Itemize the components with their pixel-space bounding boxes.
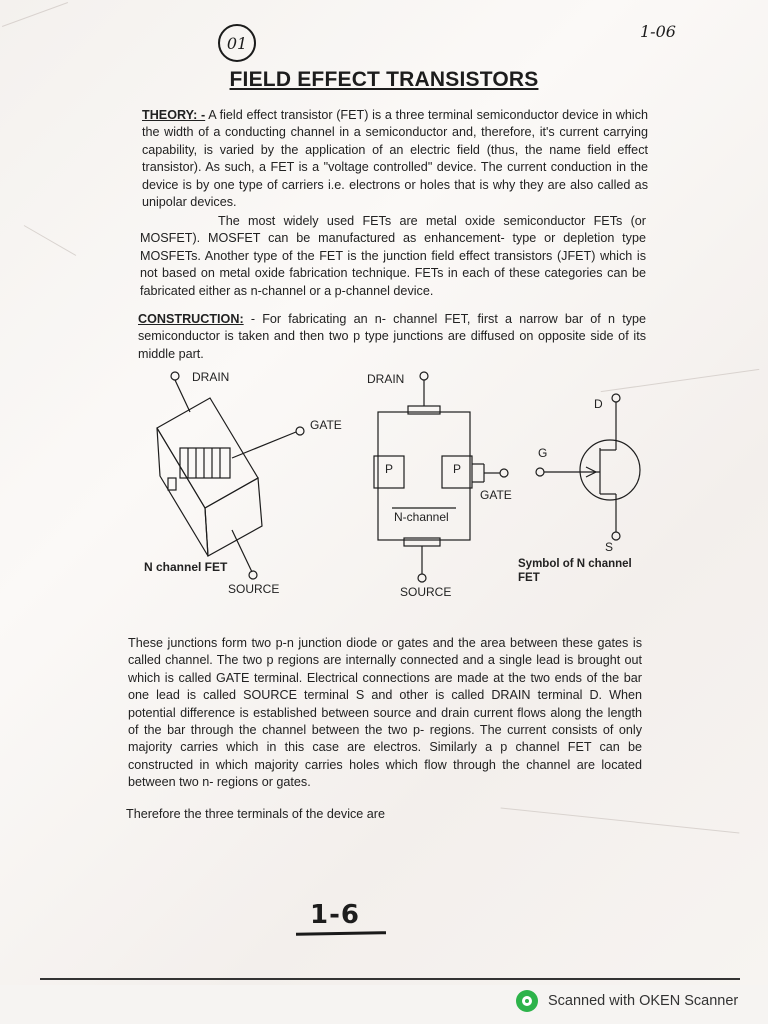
- theory-text-2: The most widely used FETs are metal oxide semiconductor FETs (or MOSFET). MOSFET can be manufactured as enhancement- type or depletion type MOSFETs. Another type of the FET is the junction field effect transistors (JFET) which is not based on metal oxide fabrication technique. FETs in each of these categories can be fabricated either as n-channel or a p-channel device.: [140, 214, 646, 298]
- fet-symbol-drawing: [536, 394, 640, 540]
- left-drain-label: DRAIN: [192, 370, 230, 384]
- theory-text: A field effect transistor (FET) is a three terminal semiconductor device in which the width of a conducting channel in a semiconductor and, therefore, it's current carrying capability, is varied by the application of an electric field (thus, the name field effect transistor). As such, a FET is a "voltage controlled" device. The current conduction in the device is by one type of carriers i.e. electrons or holes that is why they are also called as unipolar devices.: [142, 108, 649, 210]
- closing-line: Therefore the three terminals of the device are: [126, 807, 386, 821]
- mid-p-right-label: P: [453, 462, 462, 476]
- mid-channel-label: N-channel: [394, 510, 449, 524]
- left-gate-label: GATE: [310, 418, 342, 432]
- construction-text: - For fabricating an n- channel FET, first a narrow bar of n type semiconductor is taken and then two p type junctions are diffused on opposite side of its middle part.: [138, 312, 646, 361]
- symbol-g-label: G: [538, 446, 548, 460]
- construction-heading: CONSTRUCTION:: [138, 312, 244, 326]
- symbol-s-label: S: [605, 540, 614, 554]
- mid-gate-label: GATE: [480, 488, 512, 502]
- fet-diagrams: [0, 360, 768, 610]
- fold-crease: [2, 2, 68, 27]
- construction-paragraph: [138, 311, 646, 363]
- scanner-watermark-text: Scanned with OKEN Scanner: [548, 993, 739, 1009]
- scanner-watermark: [516, 990, 738, 1012]
- mid-source-label: SOURCE: [400, 585, 452, 599]
- circled-page-number: 01: [218, 24, 256, 62]
- body-paragraph: These junctions form two p-n junction diode or gates and the area between these gates is called channel. The two p regions are internally connected and a single lead is brought out which is called GATE terminal. Electrical connections are made at the two ends of the bar one lead is called SOURCE terminal S and other is called DRAIN terminal D. When potential difference is established between source and drain current flows along the length of the bar through the channel between the two p- regions. The current consists of only majority carries which in this case are electros. Similarly a p channel FET can be constructed in which majority carries holes which flow through the channel are located between two n- regions or gates.: [128, 636, 642, 790]
- page-bottom-edge: [40, 978, 740, 980]
- theory-paragraph: [142, 107, 648, 211]
- symbol-caption: Symbol of N channel FET: [518, 558, 632, 584]
- theory-heading: THEORY: -: [142, 108, 206, 122]
- mid-p-left-label: P: [385, 462, 394, 476]
- page-title: FIELD EFFECT TRANSISTORS: [229, 68, 539, 91]
- fet-diagram-svg: [0, 360, 768, 610]
- left-caption: N channel FET: [144, 560, 228, 574]
- fold-crease: [24, 225, 76, 256]
- jfet-cross-section-drawing: [374, 372, 508, 582]
- n-channel-bar-drawing: [157, 372, 304, 579]
- symbol-d-label: D: [594, 397, 603, 411]
- corner-note: 1-06: [640, 22, 676, 41]
- left-source-label: SOURCE: [228, 582, 280, 596]
- scanner-logo-icon: [516, 990, 538, 1012]
- handwritten-page-number: 1-6: [310, 900, 360, 930]
- mid-drain-label: DRAIN: [367, 372, 405, 386]
- theory-paragraph-2: [140, 213, 646, 300]
- fold-crease: [501, 807, 740, 833]
